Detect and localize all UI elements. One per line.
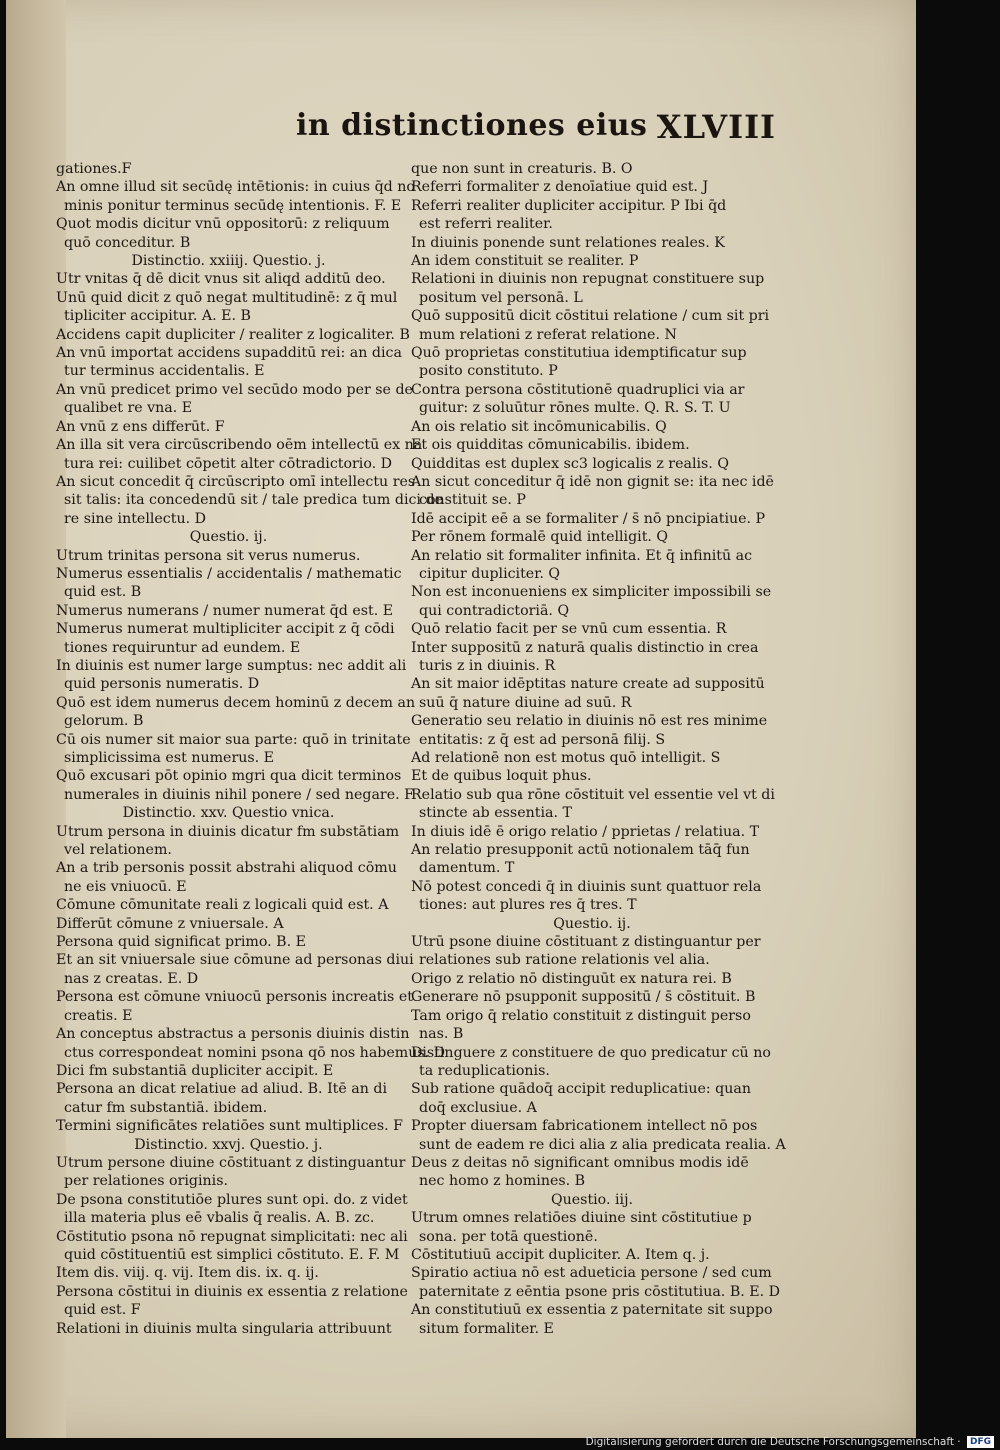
text-line: Quō relatio facit per se vnū cum essentia. R: [411, 621, 727, 638]
text-line: Utrum omnes relatiōes diuine sint cōstitutiue p: [411, 1210, 752, 1227]
text-line: qui contradictoriā. Q: [419, 602, 570, 619]
dfg-logo: DFG: [967, 1436, 994, 1448]
text-line: An relatio sit formaliter infinita. Et q̄ infinitū ac: [411, 547, 753, 564]
text-line: Quot modis dicitur vnū oppositorū: z reliquum: [56, 216, 390, 233]
text-line: Deus z deitas nō significant omnibus modis idē: [411, 1154, 749, 1171]
text-line: An vnū z ens differūt. F: [56, 418, 225, 435]
text-line: Per rōnem formalē quid intelligit. Q: [411, 529, 669, 546]
text-line: stincte ab essentia. T: [419, 805, 572, 822]
text-line: situm formaliter. E: [419, 1320, 554, 1337]
text-line: Ad relationē non est motus quō intelligit. S: [411, 750, 721, 766]
text-line: Quō est idem numerus decem hominū z decem an: [56, 694, 416, 711]
text-line: Nō potest concedi q̄ in diuinis sunt quattuor rela: [411, 878, 762, 895]
text-line: Quidditas est duplex sc3 logicalis z realis. Q: [411, 455, 729, 472]
text-line: Relationi in diuinis non repugnat constituere sup: [411, 271, 765, 288]
text-line: ne eis vniuocū. E: [64, 878, 187, 895]
text-line: tipliciter accipitur. A. E. B: [64, 308, 251, 325]
text-line: creatis. E: [64, 1007, 133, 1024]
text-line: sona. per totā questionē.: [419, 1228, 598, 1245]
text-line: Utr vnitas q̄ dē dicit vnus sit aliqd additū deo.: [56, 271, 386, 288]
text-line: An sicut conceditur q̄ idē non gignit se: ita nec idē: [411, 473, 774, 490]
text-line: Cōstitutiuū accipit dupliciter. A. Item q. j.: [411, 1246, 710, 1263]
text-line: An vnū predicet primo vel secūdo modo per se de: [56, 381, 413, 398]
text-line: Spiratio actiua nō est adueticia persone / sed cum: [411, 1265, 772, 1282]
text-line: An sit maior idēptitas nature create ad suppositū: [411, 676, 765, 693]
text-line: Referri formaliter z denoīatiue quid est. J: [411, 179, 709, 196]
text-line: Distinctio. xxiiij. Questio. j.: [131, 253, 326, 270]
text-line: que non sunt in creaturis. B. O: [411, 161, 633, 177]
text-line: Quō proprietas constitutiua idemptificatur sup: [411, 345, 747, 362]
text-line: An ois relatio sit incōmunicabilis. Q: [411, 418, 667, 435]
text-line: Quō suppositū dicit cōstitui relatione / cum sit pri: [411, 308, 770, 325]
text-line: Origo z relatio nō distinguūt ex natura rei. B: [411, 970, 732, 987]
text-line: Persona an dicat relatiue ad aliud. B. Itē an di: [56, 1081, 388, 1098]
text-line: re sine intellectu. D: [64, 510, 206, 527]
text-line: Questio. iij.: [551, 1191, 633, 1208]
text-line: Tam origo q̄ relatio constituit z distinguit perso: [411, 1007, 751, 1024]
text-line: Numerus numerans / numer numerat q̄d est. E: [56, 602, 394, 619]
text-line: Persona est cōmune vniuocū personis increatis et: [56, 989, 413, 1006]
text-line: Non est inconueniens ex simpliciter impossibili se: [411, 584, 772, 601]
text-line: damentum. T: [419, 860, 515, 877]
text-line: Et ois quidditas cōmunicabilis. ibidem.: [411, 437, 690, 454]
text-line: quid est. B: [64, 584, 142, 601]
text-line: mum relationi z referat relatione. N: [419, 326, 677, 343]
text-line: sunt de eadem re dici alia z alia predicata realia. A: [419, 1136, 786, 1153]
text-line: vel relationem.: [64, 842, 172, 859]
text-line: Generatio seu relatio in diuinis nō est res minime: [411, 713, 768, 730]
text-line: Cōstitutio psona nō repugnat simplicitati: nec ali: [56, 1228, 408, 1245]
text-line: sit talis: ita concedendū sit / tale predica tum dici de: [64, 492, 443, 509]
text-line: tiones requiruntur ad eundem. E: [64, 639, 301, 656]
text-line: quid cōstituentiū est simplici cōstituto. E. F. M: [64, 1246, 400, 1263]
text-line: Termini significātes relatiōes sunt multiplices. F: [56, 1118, 403, 1135]
text-line: quid est. F: [64, 1302, 141, 1319]
text-line: cipitur dupliciter. Q: [419, 565, 561, 582]
text-line: Cū ois numer sit maior sua parte: quō in trinitate: [56, 731, 411, 748]
text-line: posito constituto. P: [419, 363, 558, 380]
text-line: Utrum persone diuine cōstituant z distinguantur: [56, 1154, 406, 1171]
text-line: Et de quibus loquit phus.: [411, 768, 592, 785]
text-line: Quō excusari pōt opinio mgri qua dicit terminos: [56, 768, 402, 785]
text-line: illa materia plus eē vbalis q̄ realis. A. B. zc.: [64, 1210, 375, 1227]
text-line: Contra persona cōstitutionē quadruplici via ar: [411, 381, 745, 398]
text-line: An conceptus abstractus a personis diuinis distin: [56, 1026, 410, 1043]
right-column: [411, 160, 786, 1338]
book-page: [6, 0, 916, 1438]
text-line: Relatio sub qua rōne cōstituit vel essentie vel vt di: [411, 786, 775, 803]
text-line: Questio. ij.: [189, 529, 268, 546]
text-line: Distinctio. xxvj. Questio. j.: [134, 1136, 323, 1153]
text-line: Persona quid significat primo. B. E: [56, 934, 306, 951]
text-line: minis ponitur terminus secūdę intentionis. F. E: [64, 197, 402, 214]
text-line: An illa sit vera circūscribendo oēm intellectū ex na: [56, 437, 423, 454]
text-line: positum vel personā. L: [419, 289, 583, 306]
text-line: Idē accipit eē a se formaliter / s̄ nō pncipiatiue. P: [411, 510, 766, 527]
text-line: gationes.F: [56, 161, 132, 177]
text-line: quō conceditur. B: [64, 234, 191, 251]
text-line: An idem constituit se realiter. P: [411, 253, 639, 270]
footer-text: Digitalisierung gefördert durch die Deutsche Forschungsgemeinschaft ·: [585, 1436, 961, 1448]
running-title: in distinctiones eius: [296, 108, 648, 143]
text-line: Cōmune cōmunitate reali z logicali quid est. A: [56, 897, 389, 914]
text-line: ta reduplicationis.: [419, 1062, 550, 1079]
text-line: constituit se. P: [419, 492, 526, 509]
text-line: Relationi in diuinis multa singularia attribuunt: [56, 1320, 392, 1337]
text-line: Utrum persona in diuinis dicatur fm substātiam: [56, 823, 400, 840]
text-line: Questio. ij.: [553, 915, 631, 932]
text-line: numerales in diuinis nihil ponere / sed negare. F: [64, 786, 414, 803]
text-line: nas z creatas. E. D: [64, 970, 199, 987]
text-line: Inter suppositū z naturā qualis distinctio in crea: [411, 639, 759, 656]
text-line: suū q̄ nature diuine ad suū. R: [419, 694, 632, 711]
text-line: tura rei: cuilibet cōpetit alter cōtradictorio. D: [64, 455, 393, 472]
text-line: Distinctio. xxv. Questio vnica.: [122, 805, 335, 822]
text-line: Utrum trinitas persona sit verus numerus.: [56, 547, 361, 564]
text-line: gelorum. B: [64, 713, 144, 730]
text-line: Sub ratione quādoq̄ accipit reduplicatiue: quan: [411, 1081, 751, 1098]
text-line: Et an sit vniuersale siue cōmune ad personas diui: [56, 952, 414, 969]
text-line: tiones: aut plures res q̄ tres. T: [419, 897, 637, 914]
text-line: quid personis numeratis. D: [64, 676, 260, 693]
text-line: In diuinis est numer large sumptus: nec addit ali: [56, 657, 407, 674]
text-line: per relationes originis.: [64, 1173, 228, 1190]
text-line: Persona cōstitui in diuinis ex essentia z relatione: [56, 1283, 408, 1300]
text-line: In diuis idē ē origo relatio / pprietas / relatiua. T: [411, 823, 760, 840]
text-line: turis z in diuinis. R: [419, 657, 556, 674]
text-line: paternitate z eēntia psone pris cōstitutiua. B. E. D: [419, 1283, 781, 1300]
text-line: Differūt cōmune z vniuersale. A: [56, 915, 284, 932]
folio-number: XLVIII: [656, 108, 776, 146]
text-line: De psona constitutiōe plures sunt opi. do. z videt: [56, 1191, 408, 1208]
text-line: qualibet re vna. E: [64, 400, 193, 417]
text-line: Dici fm substantiā dupliciter accipit. E: [56, 1062, 334, 1079]
text-line: Unū quid dicit z quō negat multitudinē: z q̄ mul: [56, 289, 398, 306]
text-line: tur terminus accidentalis. E: [64, 363, 265, 380]
text-line: nas. B: [419, 1026, 464, 1043]
text-line: An omne illud sit secūdę intētionis: in cuius q̄d no: [56, 179, 415, 196]
text-line: Referri realiter dupliciter accipitur. P Ibi q̄d: [411, 197, 727, 214]
text-line: est referri realiter.: [419, 216, 553, 233]
text-line: ctus correspondeat nomini psona qō nos habemus. D: [64, 1044, 446, 1061]
text-line: Numerus numerat multipliciter accipit z q̄ cōdi: [56, 621, 395, 638]
text-line: Distinguere z constituere de quo predicatur cū no: [411, 1044, 771, 1061]
text-line: Propter diuersam fabricationem intellect nō pos: [411, 1118, 758, 1135]
text-line: An relatio presupponit actū notionalem tāq̄ fun: [411, 842, 750, 859]
text-line: An a trib personis possit abstrahi aliquod cōmu: [56, 860, 397, 877]
text-line: Item dis. viij. q. vij. Item dis. ix. q. ij.: [56, 1265, 319, 1282]
text-line: Generare nō psupponit suppositū / s̄ cōstituit. B: [411, 989, 756, 1006]
text-line: doq̄ exclusiue. A: [419, 1099, 537, 1116]
page-header: [296, 108, 776, 158]
text-line: Numerus essentialis / accidentalis / mathematic: [56, 565, 402, 582]
digitization-footer: [586, 1436, 994, 1448]
text-line: In diuinis ponende sunt relationes reales. K: [411, 234, 725, 251]
text-line: simplicissima est numerus. E: [64, 750, 275, 766]
text-line: Utrū psone diuine cōstituant z distinguantur per: [411, 934, 761, 951]
text-line: An sicut concedit q̄ circūscripto omī intellectu res: [56, 473, 416, 490]
text-line: Accidens capit dupliciter / realiter z logicaliter. B: [56, 326, 410, 343]
text-line: catur fm substantiā. ibidem.: [64, 1099, 268, 1116]
text-line: An vnū importat accidens supadditū rei: an dica: [56, 345, 402, 362]
text-line: nec homo z homines. B: [419, 1173, 586, 1190]
text-line: relationes sub ratione relationis vel alia.: [419, 952, 710, 969]
text-line: guitur: z soluūtur rōnes multe. Q. R. S. T. U: [419, 400, 731, 417]
text-line: entitatis: z q̄ est ad personā filij. S: [419, 731, 666, 748]
text-line: An constitutiuū ex essentia z paternitate sit suppo: [411, 1302, 773, 1319]
